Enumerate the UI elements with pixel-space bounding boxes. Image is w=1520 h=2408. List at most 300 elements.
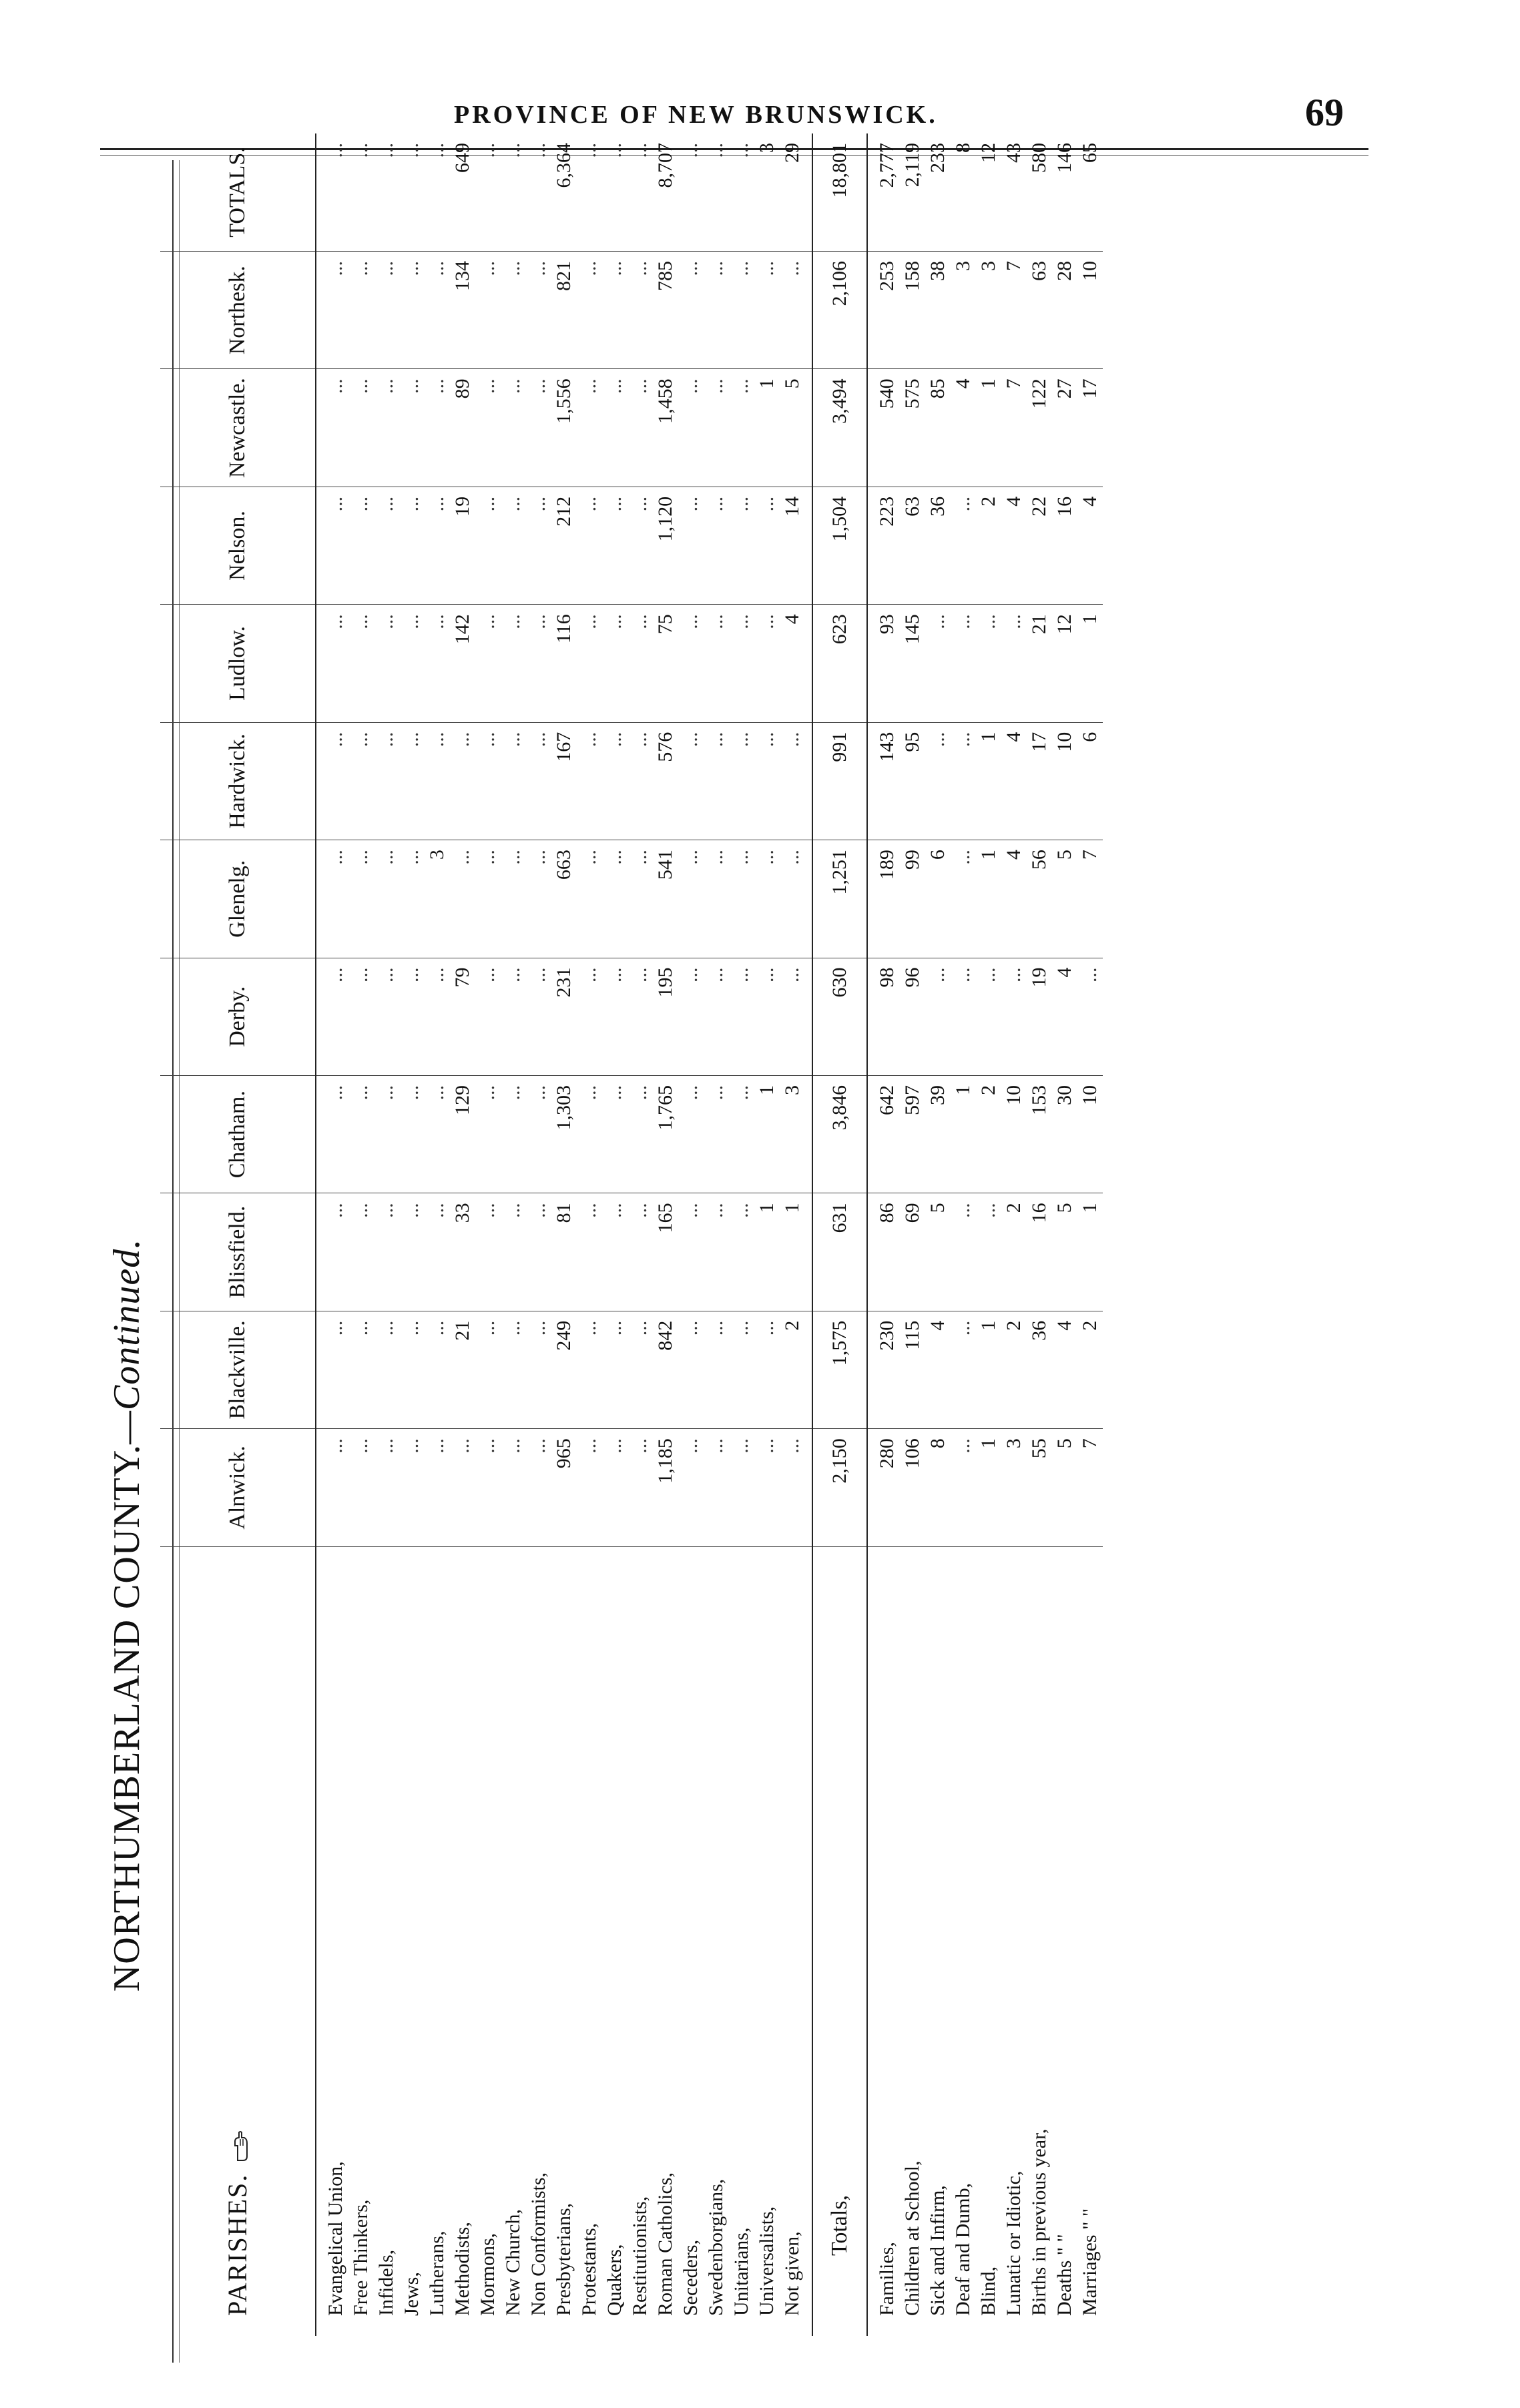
spacer-cell (805, 722, 812, 840)
table-cell: ... (678, 840, 704, 958)
table-cell: ... (729, 133, 754, 252)
table-cell: 43 (1001, 133, 1027, 252)
table-cell: ... (374, 958, 399, 1075)
table-cell: ... (678, 958, 704, 1075)
table-cell: 1 (754, 1075, 780, 1193)
table-cell: ... (627, 369, 653, 487)
spacer-cell (316, 605, 323, 722)
statistics-row (874, 133, 900, 2336)
table-cell: ... (627, 1075, 653, 1193)
row-label: Mormons, (477, 2232, 499, 2316)
table-cell: ... (399, 722, 425, 840)
table-cell: ... (754, 722, 780, 840)
row-label: Lunatic or Idiotic, (1003, 2170, 1025, 2316)
table-cell: 2 (1001, 1193, 1027, 1311)
table-cell: ... (475, 487, 501, 604)
spacer-cell (867, 1193, 874, 1311)
column-header: Hardwick. (160, 722, 316, 840)
table-cell: 1 (976, 369, 1001, 487)
table-cell: ... (704, 605, 729, 722)
table-cell: 4 (1001, 840, 1027, 958)
table-cell: 29 (780, 133, 805, 252)
table-cell: ... (602, 369, 627, 487)
spacer-cell (805, 840, 812, 958)
table-cell: 2 (780, 1311, 805, 1428)
spacer-cell (867, 252, 874, 369)
table-cell: ... (754, 840, 780, 958)
table-cell: 4 (1052, 1311, 1077, 1428)
table-cell: ... (704, 958, 729, 1075)
spacer-row (805, 133, 812, 2336)
table-cell: ... (425, 252, 450, 369)
row-label: Jews, (401, 2272, 423, 2316)
table-cell: ... (704, 722, 729, 840)
row-label: Infidels, (375, 2249, 397, 2316)
table-cell: 1,120 (653, 487, 678, 604)
table-cell: ... (323, 958, 348, 1075)
table-cell: 33 (450, 1193, 475, 1311)
table-cell: ... (399, 958, 425, 1075)
table-cell: 63 (900, 487, 925, 604)
table-cell: ... (526, 252, 551, 369)
table-cell: 8 (925, 1429, 951, 1546)
religion-row (678, 133, 704, 2336)
religion-row (450, 133, 475, 2336)
table-cell: ... (475, 1429, 501, 1546)
table-cell: ... (627, 1193, 653, 1311)
table-cell: ... (951, 722, 976, 840)
table-cell: ... (729, 1429, 754, 1546)
table-cell: 631 (812, 1193, 867, 1311)
table-cell: 7 (1001, 369, 1027, 487)
row-label: Lutherans, (426, 2230, 448, 2316)
statistics-row (1077, 133, 1103, 2336)
table-cell: 106 (900, 1429, 925, 1546)
table-cell: 1 (976, 840, 1001, 958)
table-cell: ... (951, 1193, 976, 1311)
table-cell: ... (780, 252, 805, 369)
table-cell: 5 (780, 369, 805, 487)
page-number: 69 (1305, 91, 1344, 134)
table-cell: ... (577, 133, 602, 252)
table-cell: ... (729, 605, 754, 722)
table-cell: ... (951, 1311, 976, 1428)
table-cell: 4 (925, 1311, 951, 1428)
table-cell: 16 (1027, 1193, 1052, 1311)
table-cell: ... (602, 1311, 627, 1428)
table-cell: ... (425, 722, 450, 840)
table-cell: ... (323, 1193, 348, 1311)
table-cell: ... (577, 840, 602, 958)
table-cell: ... (374, 1193, 399, 1311)
table-cell: 3 (425, 840, 450, 958)
table-cell: 30 (1052, 1075, 1077, 1193)
spacer-cell (867, 487, 874, 604)
spacer-cell (867, 1429, 874, 1546)
table-cell: ... (475, 1193, 501, 1311)
table-cell: 597 (900, 1075, 925, 1193)
running-head: PROVINCE OF NEW BRUNSWICK. (454, 101, 938, 129)
table-cell: ... (602, 487, 627, 604)
table-cell: ... (577, 1075, 602, 1193)
table-cell: 1,575 (812, 1311, 867, 1428)
religion-row (754, 133, 780, 2336)
statistics-row (976, 133, 1001, 2336)
table-cell: ... (374, 840, 399, 958)
table-cell: 1,458 (653, 369, 678, 487)
spacer-cell (805, 133, 812, 252)
row-label: Unitarians, (730, 2227, 752, 2316)
table-cell: 4 (780, 605, 805, 722)
row-label: Not given, (781, 2231, 803, 2316)
table-cell: 2,777 (874, 133, 900, 252)
table-cell: 1,303 (551, 1075, 577, 1193)
spacer-row (316, 133, 323, 2336)
table-cell: 280 (874, 1429, 900, 1546)
table-cell: 223 (874, 487, 900, 604)
table-cell: ... (526, 487, 551, 604)
table-cell: ... (780, 722, 805, 840)
table-cell: 122 (1027, 369, 1052, 487)
table-cell: 1 (780, 1193, 805, 1311)
table-cell: 5 (1052, 840, 1077, 958)
spacer-cell (805, 1311, 812, 1428)
table-cell: 27 (1052, 369, 1077, 487)
table-cell: ... (348, 252, 374, 369)
table-cell: 8,707 (653, 133, 678, 252)
table-cell: 22 (1027, 487, 1052, 604)
table-cell: 99 (900, 840, 925, 958)
religion-row (602, 133, 627, 2336)
table-cell: ... (425, 133, 450, 252)
table-cell: 233 (925, 133, 951, 252)
spacer-cell (805, 1429, 812, 1546)
table-cell: ... (425, 605, 450, 722)
table-cell: 14 (780, 487, 805, 604)
spacer-cell (316, 1429, 323, 1546)
table-cell: ... (754, 252, 780, 369)
table-cell: ... (399, 1075, 425, 1193)
column-header: Chatham. (160, 1075, 316, 1193)
table-cell: ... (323, 1429, 348, 1546)
table-cell: ... (678, 605, 704, 722)
spacer-cell (867, 605, 874, 722)
table-cell: 55 (1027, 1429, 1052, 1546)
spacer-cell (867, 133, 874, 252)
religion-row (526, 133, 551, 2336)
table-cell: ... (348, 840, 374, 958)
row-label: Deaf and Dumb, (952, 2182, 974, 2316)
table-cell: ... (425, 1075, 450, 1193)
table-cell: 6,364 (551, 133, 577, 252)
table-cell: 142 (450, 605, 475, 722)
table-cell: 5 (1052, 1429, 1077, 1546)
table-cell: ... (450, 722, 475, 840)
table-cell: ... (475, 1075, 501, 1193)
spacer-cell (867, 1075, 874, 1193)
table-cell: ... (729, 1075, 754, 1193)
parishes-header-label: PARISHES. (222, 2173, 252, 2316)
table-cell: 2 (976, 487, 1001, 604)
table-cell: ... (1001, 958, 1027, 1075)
table-cell: ... (501, 487, 526, 604)
row-label: Non Conformists, (527, 2172, 549, 2316)
column-header: TOTALS. (160, 133, 316, 252)
table-cell: ... (602, 1075, 627, 1193)
table-cell: 1 (754, 1193, 780, 1311)
table-cell: 642 (874, 1075, 900, 1193)
table-cell: ... (348, 369, 374, 487)
table-cell: ... (323, 1311, 348, 1428)
table-cell: ... (1001, 605, 1027, 722)
table-cell: ... (450, 1429, 475, 1546)
religion-row (780, 133, 805, 2336)
religion-row (729, 133, 754, 2336)
spacer-cell (867, 958, 874, 1075)
table-cell: 16 (1052, 487, 1077, 604)
table-cell: 96 (900, 958, 925, 1075)
table-cell: ... (602, 133, 627, 252)
table-cell: 36 (1027, 1311, 1052, 1428)
table-cell: 785 (653, 252, 678, 369)
row-label: Marriages " " (1079, 2208, 1101, 2316)
table-cell: 56 (1027, 840, 1052, 958)
row-label: Births in previous year, (1028, 2128, 1050, 2316)
table-cell: ... (526, 1311, 551, 1428)
table-cell: ... (323, 605, 348, 722)
table-cell: ... (678, 1193, 704, 1311)
table-cell: ... (627, 722, 653, 840)
table-cell: ... (501, 958, 526, 1075)
table-cell: ... (501, 722, 526, 840)
column-header: Alnwick. (160, 1429, 316, 1546)
row-label: Free Thinkers, (350, 2199, 372, 2316)
table-cell: ... (951, 958, 976, 1075)
table-cell: ... (475, 840, 501, 958)
table-cell: ... (976, 1193, 1001, 1311)
table-cell: 5 (925, 1193, 951, 1311)
spacer-cell (805, 1546, 812, 2336)
table-cell: ... (399, 252, 425, 369)
table-cell: 145 (900, 605, 925, 722)
table-cell: ... (577, 1193, 602, 1311)
religion-row (323, 133, 348, 2336)
table-cell: 2 (1001, 1311, 1027, 1428)
table-cell: ... (501, 840, 526, 958)
table-cell: ... (577, 252, 602, 369)
table-cell: ... (678, 1311, 704, 1428)
table-cell: 1 (976, 1311, 1001, 1428)
table-cell: 991 (812, 722, 867, 840)
table-cell: ... (704, 1075, 729, 1193)
table-cell: ... (577, 605, 602, 722)
religion-row (551, 133, 577, 2336)
table-cell: ... (780, 840, 805, 958)
table-cell: ... (526, 1193, 551, 1311)
table-cell: 4 (1077, 487, 1103, 604)
table-cell: 85 (925, 369, 951, 487)
table-cell: 17 (1077, 369, 1103, 487)
table-cell: 17 (1027, 722, 1052, 840)
table-cell: 143 (874, 722, 900, 840)
table-cell: 3 (780, 1075, 805, 1193)
table-cell: ... (399, 487, 425, 604)
table-cell: 1 (976, 1429, 1001, 1546)
table-cell: 3,494 (812, 369, 867, 487)
table-cell: 89 (450, 369, 475, 487)
table-cell: 18,801 (812, 133, 867, 252)
table-cell: 965 (551, 1429, 577, 1546)
spacer-cell (805, 369, 812, 487)
spacer-row (867, 133, 874, 2336)
table-cell: ... (501, 1193, 526, 1311)
spacer-cell (316, 133, 323, 252)
table-cell: ... (627, 1311, 653, 1428)
statistics-row (1052, 133, 1077, 2336)
row-label: Blind, (977, 2266, 999, 2316)
spacer-cell (316, 1075, 323, 1193)
table-cell: 576 (653, 722, 678, 840)
table-cell: 167 (551, 722, 577, 840)
table-cell: 580 (1027, 133, 1052, 252)
table-cell: ... (976, 958, 1001, 1075)
table-cell: 2,119 (900, 133, 925, 252)
table-cell: ... (475, 252, 501, 369)
table-cell: ... (729, 958, 754, 1075)
spacer-cell (316, 722, 323, 840)
row-label: New Church, (502, 2209, 524, 2316)
table-cell: 98 (874, 958, 900, 1075)
table-cell: 7 (1001, 252, 1027, 369)
table-cell: 212 (551, 487, 577, 604)
table-cell: ... (754, 605, 780, 722)
spacer-cell (805, 487, 812, 604)
table-cell: ... (501, 252, 526, 369)
table-cell: ... (602, 1429, 627, 1546)
table-cell: ... (323, 133, 348, 252)
table-cell: 3 (1001, 1429, 1027, 1546)
table-cell: 1,251 (812, 840, 867, 958)
table-cell: ... (951, 487, 976, 604)
table-cell: 231 (551, 958, 577, 1075)
table-cell: ... (704, 487, 729, 604)
table-cell: ... (951, 840, 976, 958)
table-cell: ... (374, 133, 399, 252)
table-cell: ... (323, 487, 348, 604)
table-cell: 3 (976, 252, 1001, 369)
table-cell: 165 (653, 1193, 678, 1311)
table-cell: ... (450, 840, 475, 958)
table-cell: 4 (1001, 722, 1027, 840)
column-header: Nelson. (160, 487, 316, 604)
table-cell: ... (348, 487, 374, 604)
row-label: Swedenborgians, (705, 2178, 727, 2316)
table-cell: ... (374, 1429, 399, 1546)
table-cell: 1,504 (812, 487, 867, 604)
table-cell: ... (501, 605, 526, 722)
spacer-cell (316, 1193, 323, 1311)
table-cell: ... (627, 958, 653, 1075)
table-cell: 153 (1027, 1075, 1052, 1193)
table-cell: ... (374, 369, 399, 487)
table-cell: ... (348, 1429, 374, 1546)
table-cell: ... (627, 487, 653, 604)
table-cell: 541 (653, 840, 678, 958)
religion-row (425, 133, 450, 2336)
column-header: Northesk. (160, 252, 316, 369)
table-cell: ... (729, 252, 754, 369)
table-cell: 230 (874, 1311, 900, 1428)
table-cell: 821 (551, 252, 577, 369)
spacer-cell (867, 369, 874, 487)
table-cell: ... (399, 1193, 425, 1311)
table-cell: ... (425, 1193, 450, 1311)
table-cell: ... (627, 1429, 653, 1546)
table-cell: ... (925, 722, 951, 840)
table-cell: 842 (653, 1311, 678, 1428)
row-label: Families, (876, 2242, 898, 2316)
table-cell: 5 (1052, 1193, 1077, 1311)
table-cell: 1 (1077, 605, 1103, 722)
table-cell: ... (323, 369, 348, 487)
table-cell: 1,185 (653, 1429, 678, 1546)
table-cell: ... (323, 1075, 348, 1193)
table-cell: 21 (450, 1311, 475, 1428)
table-title (105, 1239, 148, 1992)
table-cell: 19 (450, 487, 475, 604)
table-cell: ... (323, 252, 348, 369)
table-cell: ... (602, 605, 627, 722)
table-cell: ... (627, 252, 653, 369)
table-cell: 93 (874, 605, 900, 722)
table-cell: 19 (1027, 958, 1052, 1075)
table-cell: 115 (900, 1311, 925, 1428)
table-cell: 6 (925, 840, 951, 958)
table-cell: ... (627, 133, 653, 252)
table-cell: ... (399, 1311, 425, 1428)
table-cell: ... (925, 605, 951, 722)
table-cell: ... (501, 1075, 526, 1193)
statistics-row (900, 133, 925, 2336)
table-cell: ... (348, 133, 374, 252)
table-cell: ... (780, 1429, 805, 1546)
table-cell: 69 (900, 1193, 925, 1311)
table-cell: 116 (551, 605, 577, 722)
table-cell: 6 (1077, 722, 1103, 840)
table-cell: ... (951, 605, 976, 722)
column-header: Ludlow. (160, 605, 316, 722)
table-cell: ... (323, 722, 348, 840)
table-cell: 79 (450, 958, 475, 1075)
table-cell: ... (577, 369, 602, 487)
row-label: Totals, (812, 1546, 867, 2336)
table-cell: ... (374, 1311, 399, 1428)
spacer-cell (867, 1546, 874, 2336)
table-cell: 249 (551, 1311, 577, 1428)
religion-row (501, 133, 526, 2336)
table-cell: ... (678, 369, 704, 487)
table-cell: 630 (812, 958, 867, 1075)
table-cell: ... (729, 840, 754, 958)
spacer-cell (805, 605, 812, 722)
table-cell: ... (976, 605, 1001, 722)
spacer-cell (316, 1311, 323, 1428)
table-cell: 38 (925, 252, 951, 369)
table-cell: 1 (754, 369, 780, 487)
table-cell: 8 (951, 133, 976, 252)
row-label: Sick and Infirm, (927, 2185, 949, 2316)
table-cell: ... (729, 487, 754, 604)
